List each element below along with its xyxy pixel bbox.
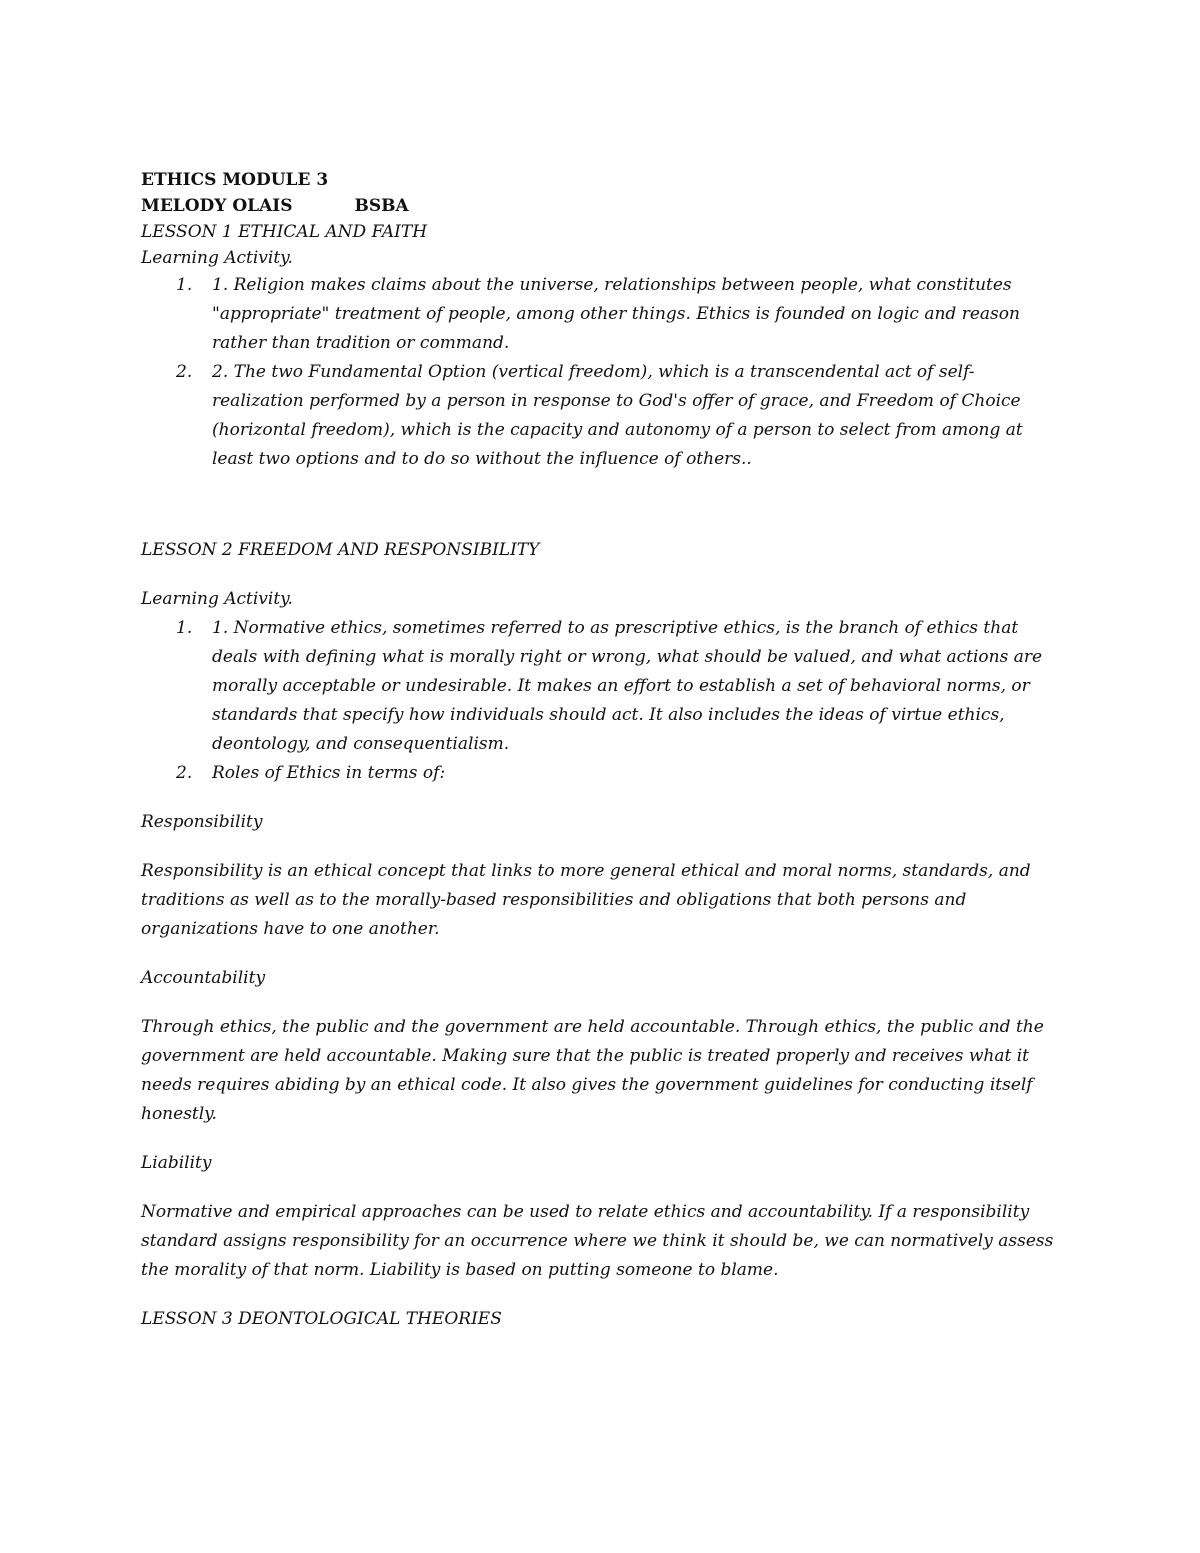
lesson1-title: LESSON 1 ETHICAL AND FAITH	[141, 222, 428, 242]
liability-text: Normative and empirical approaches can be used to relate ethics and accountability. If a responsibility standard assigns responsibility for an occurrence where we think it should be, we can normatively assess the morality of that norm. Liability is based on putting someone to blame.	[141, 1202, 1054, 1280]
list-item	[141, 759, 1061, 788]
list-number: 1.	[176, 618, 193, 638]
liability-heading: Liability	[141, 1153, 212, 1173]
list-item-text: 1. Religion makes claims about the universe, relationships between people, what constitutes "appropriate" treatment of people, among other things. Ethics is founded on logic and reason rather than tradition or command.	[212, 275, 1020, 353]
program-name: BSBA	[354, 196, 409, 216]
accountability-heading: Accountability	[141, 968, 266, 988]
list-item-text: 1. Normative ethics, sometimes referred to as prescriptive ethics, is the branch of ethics that deals with defining what is morally right or wrong, what should be valued, and what actions are morally acceptable or undesirable. It makes an effort to establish a set of behavioral norms, or standards that specify how individuals should act. It also includes the ideas of virtue ethics, deontology, and consequentialism.	[212, 618, 1043, 754]
lesson1-list	[141, 271, 1061, 474]
lesson2-activity-label: Learning Activity.	[141, 589, 293, 609]
author-name: MELODY OLAIS	[141, 196, 293, 216]
lesson1-activity-label: Learning Activity.	[141, 248, 293, 268]
list-number: 2.	[176, 763, 193, 783]
list-number: 1.	[176, 275, 193, 295]
document-title: ETHICS MODULE 3	[141, 170, 329, 190]
list-number: 2.	[176, 362, 193, 382]
lesson2-title: LESSON 2 FREEDOM AND RESPONSIBILITY	[141, 540, 540, 560]
list-item	[141, 358, 1061, 474]
list-item-text: 2. The two Fundamental Option (vertical freedom), which is a transcendental act of self-realization performed by a person in response to God's offer of grace, and Freedom of Choice (horizontal freedom), which is the capacity and autonomy of a person to select from among at least two options and to do so without the influence of others..	[212, 362, 1023, 469]
document-content	[141, 167, 1061, 1334]
lesson3-title: LESSON 3 DEONTOLOGICAL THEORIES	[141, 1309, 502, 1329]
lesson2-list	[141, 614, 1061, 788]
list-item-text: Roles of Ethics in terms of:	[212, 763, 446, 783]
accountability-text: Through ethics, the public and the government are held accountable. Through ethics, the public and the government are held accountable. Making sure that the public is treated properly and receives what it needs requires abiding by an ethical code. It also gives the government guidelines for conducting itself honestly.	[141, 1017, 1044, 1124]
responsibility-heading: Responsibility	[141, 812, 263, 832]
responsibility-text: Responsibility is an ethical concept that links to more general ethical and moral norms, standards, and traditions as well as to the morally-based responsibilities and obligations that both persons and organizations have to one another.	[141, 861, 1031, 939]
author-line	[141, 193, 1061, 219]
list-item	[141, 614, 1061, 759]
list-item	[141, 271, 1061, 358]
